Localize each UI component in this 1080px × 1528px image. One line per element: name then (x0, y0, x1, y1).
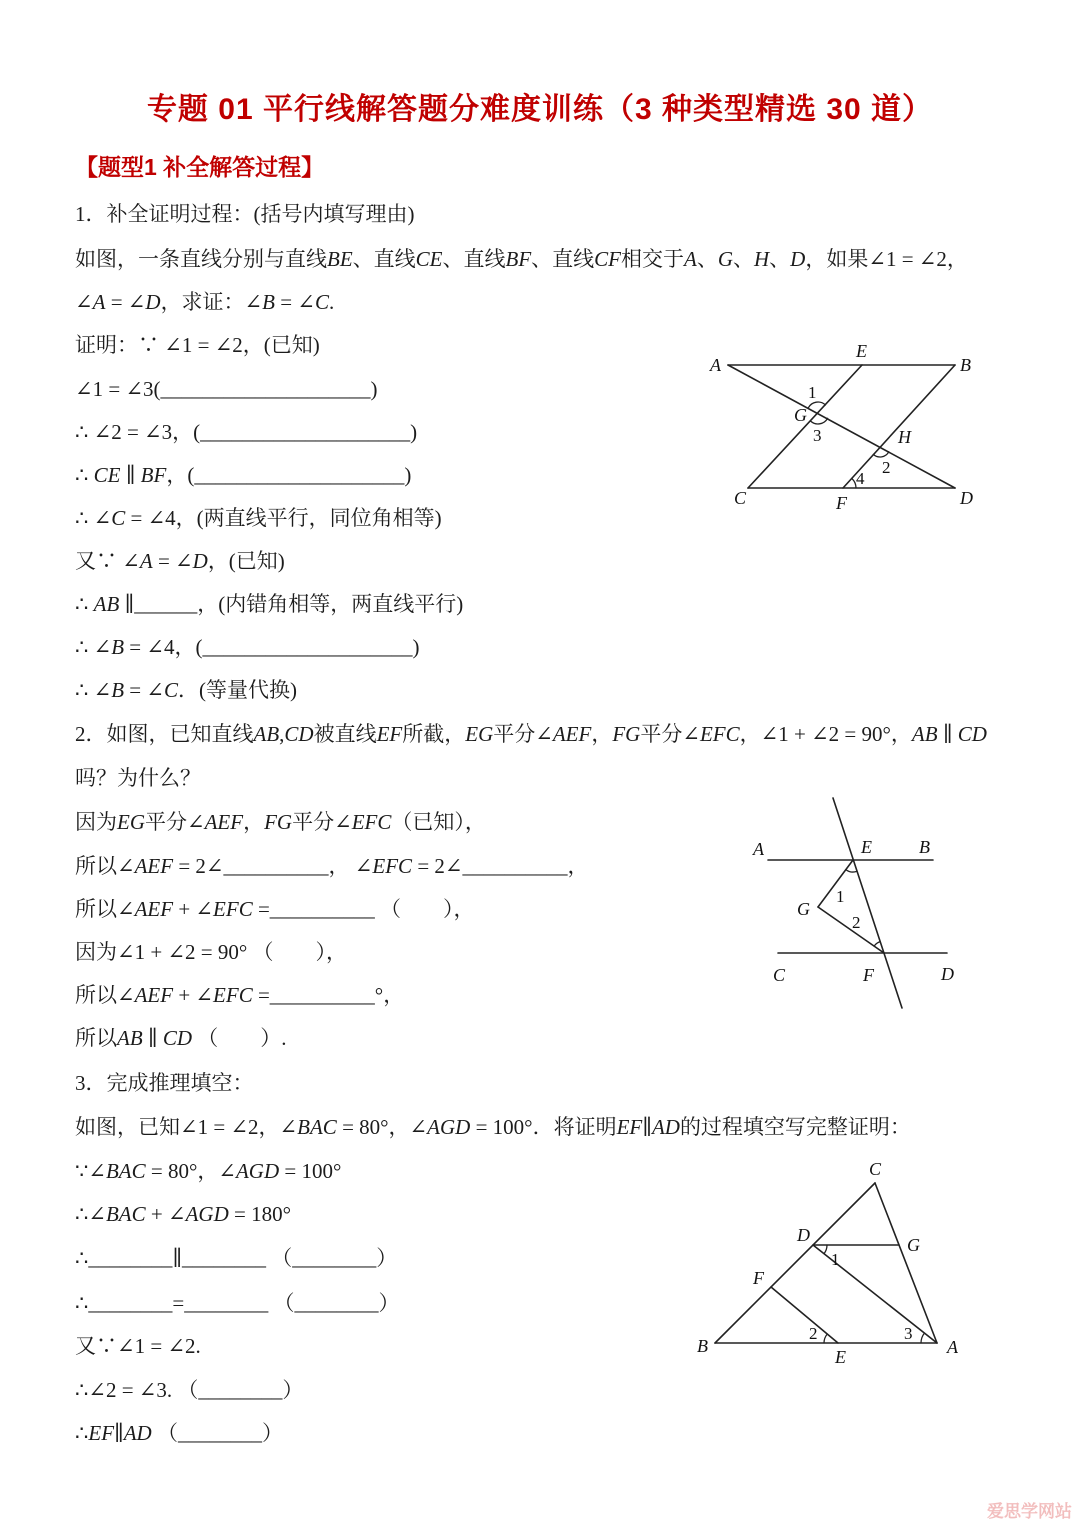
point-label-D: D (960, 488, 973, 508)
point-label-B: B (697, 1336, 708, 1356)
angle3-arc (921, 1333, 924, 1343)
point-label-F: F (753, 1268, 764, 1288)
point-label-E: E (856, 341, 867, 361)
p3-statement-line: 如图，已知∠1 = ∠2，∠BAC = 80°，∠AGD = 100°．将证明EF∥AD的过程填空写完整证明： (75, 1115, 911, 1139)
problem1-diagram (700, 340, 990, 515)
point-label-G: G (907, 1235, 920, 1255)
side-BC (715, 1183, 875, 1343)
angle-label-2: 2 (882, 458, 891, 477)
p2-proof-line: 因为∠1 + ∠2 = 90° （ ）， (75, 940, 348, 964)
angle-F-arc (874, 942, 880, 947)
p2-proof-line-blank: 所以∠AEF + ∠EFC =__________ （ ）， (75, 897, 475, 921)
point-label-E: E (861, 837, 872, 857)
problem2-diagram (715, 785, 965, 1020)
angle-label-1: 1 (836, 887, 845, 906)
point-label-F: F (863, 965, 874, 985)
angle-label-3: 3 (904, 1324, 913, 1343)
angle-label-1: 1 (831, 1250, 840, 1269)
angle-label-1: 1 (808, 383, 817, 402)
angle-E-arc (846, 870, 857, 872)
p3-proof-line-blank: ∴EF∥AD （________） (75, 1421, 283, 1445)
angle-label-2: 2 (852, 913, 861, 932)
p1-proof-line: 证明：∵ ∠1 = ∠2，(已知) (75, 333, 320, 357)
point-label-G: G (794, 405, 807, 425)
p3-proof-line-blank: ∴________=________ （________） (75, 1291, 400, 1315)
point-label-H: H (898, 427, 911, 447)
angle-label-2: 2 (809, 1324, 818, 1343)
problem3-diagram (685, 1145, 975, 1375)
point-label-A: A (710, 355, 721, 375)
section-header: 【题型1 补全解答过程】 (75, 154, 325, 180)
angle-label-3: 3 (813, 426, 822, 445)
p3-proof-line: ∵∠BAC = 80°，∠AGD = 100° (75, 1159, 342, 1183)
point-label-C: C (734, 488, 747, 508)
p1-statement-line: 如图，一条直线分别与直线BE、直线CE、直线BF、直线CF相交于A、G、H、D，如果∠1 = ∠2， (75, 247, 968, 271)
point-label-B: B (960, 355, 971, 375)
p1-proof-line-blank: ∴ ∠B = ∠4，(____________________) (75, 635, 420, 659)
p3-proof-line: ∴∠BAC + ∠AGD = 180° (75, 1202, 292, 1226)
p2-proof-line: 所以AB ∥ CD （ ）. (75, 1026, 287, 1050)
angle-label-4: 4 (856, 469, 865, 488)
p3-proof-line-blank: ∴∠2 = ∠3. （________） (75, 1378, 304, 1402)
point-label-F: F (836, 493, 847, 513)
p1-statement-line: 1．补全证明过程：(括号内填写理由) (75, 202, 415, 226)
p3-proof-line-blank: ∴________∥________ （________） (75, 1246, 398, 1270)
point-label-D: D (797, 1225, 810, 1245)
p2-proof-line-blank: 所以∠AEF = 2∠__________， ∠EFC = 2∠__________， (75, 854, 589, 878)
p3-proof-line: 又∵∠1 = ∠2. (75, 1334, 201, 1358)
point-label-D: D (941, 964, 954, 984)
page-title: 专题 01 平行线解答题分难度训练（3 种类型精选 30 道） (146, 93, 934, 126)
p1-proof-line: ∴ ∠B = ∠C．(等量代换) (75, 678, 298, 702)
p1-statement-line: ∠A = ∠D，求证：∠B = ∠C. (75, 290, 335, 314)
angle3-arc (811, 418, 828, 424)
p1-proof-line-blank: ∠1 = ∠3(____________________) (75, 377, 378, 401)
point-label-G: G (797, 899, 810, 919)
p1-proof-line-blank: ∴ CE ∥ BF，(____________________) (75, 463, 412, 487)
p1-proof-line-blank: ∴ AB ∥______，(内错角相等，两直线平行) (75, 592, 464, 616)
p2-statement-line: 吗？为什么？ (75, 766, 201, 790)
p2-proof-line-blank: 所以∠AEF + ∠EFC =__________°， (75, 983, 405, 1007)
point-label-C: C (869, 1159, 882, 1179)
p3-statement-line: 3．完成推理填空： (75, 1071, 254, 1095)
line-AD-transversal (728, 365, 955, 488)
point-label-E: E (835, 1347, 846, 1367)
p1-proof-line-blank: ∴ ∠2 = ∠3，(____________________) (75, 420, 418, 444)
point-label-A: A (947, 1337, 958, 1357)
point-label-C: C (773, 965, 786, 985)
p1-proof-line: ∴ ∠C = ∠4，(两直线平行，同位角相等) (75, 506, 442, 530)
p2-statement-line: 2．如图，已知直线AB,CD被直线EF所截，EG平分∠AEF，FG平分∠EFC，∠1 + ∠2 = 90°，AB ∥ CD (75, 722, 987, 746)
angle2-arc (824, 1334, 827, 1343)
point-label-B: B (919, 837, 930, 857)
p1-proof-line: 又∵ ∠A = ∠D，(已知) (75, 549, 285, 573)
point-label-A: A (753, 839, 764, 859)
p2-proof-line: 因为EG平分∠AEF，FG平分∠EFC（已知）， (75, 810, 486, 834)
segment-FE (771, 1287, 838, 1343)
site-watermark: 爱思学网站 (987, 1502, 1072, 1521)
angle1-arc (824, 1245, 827, 1254)
line-EC (748, 365, 862, 488)
